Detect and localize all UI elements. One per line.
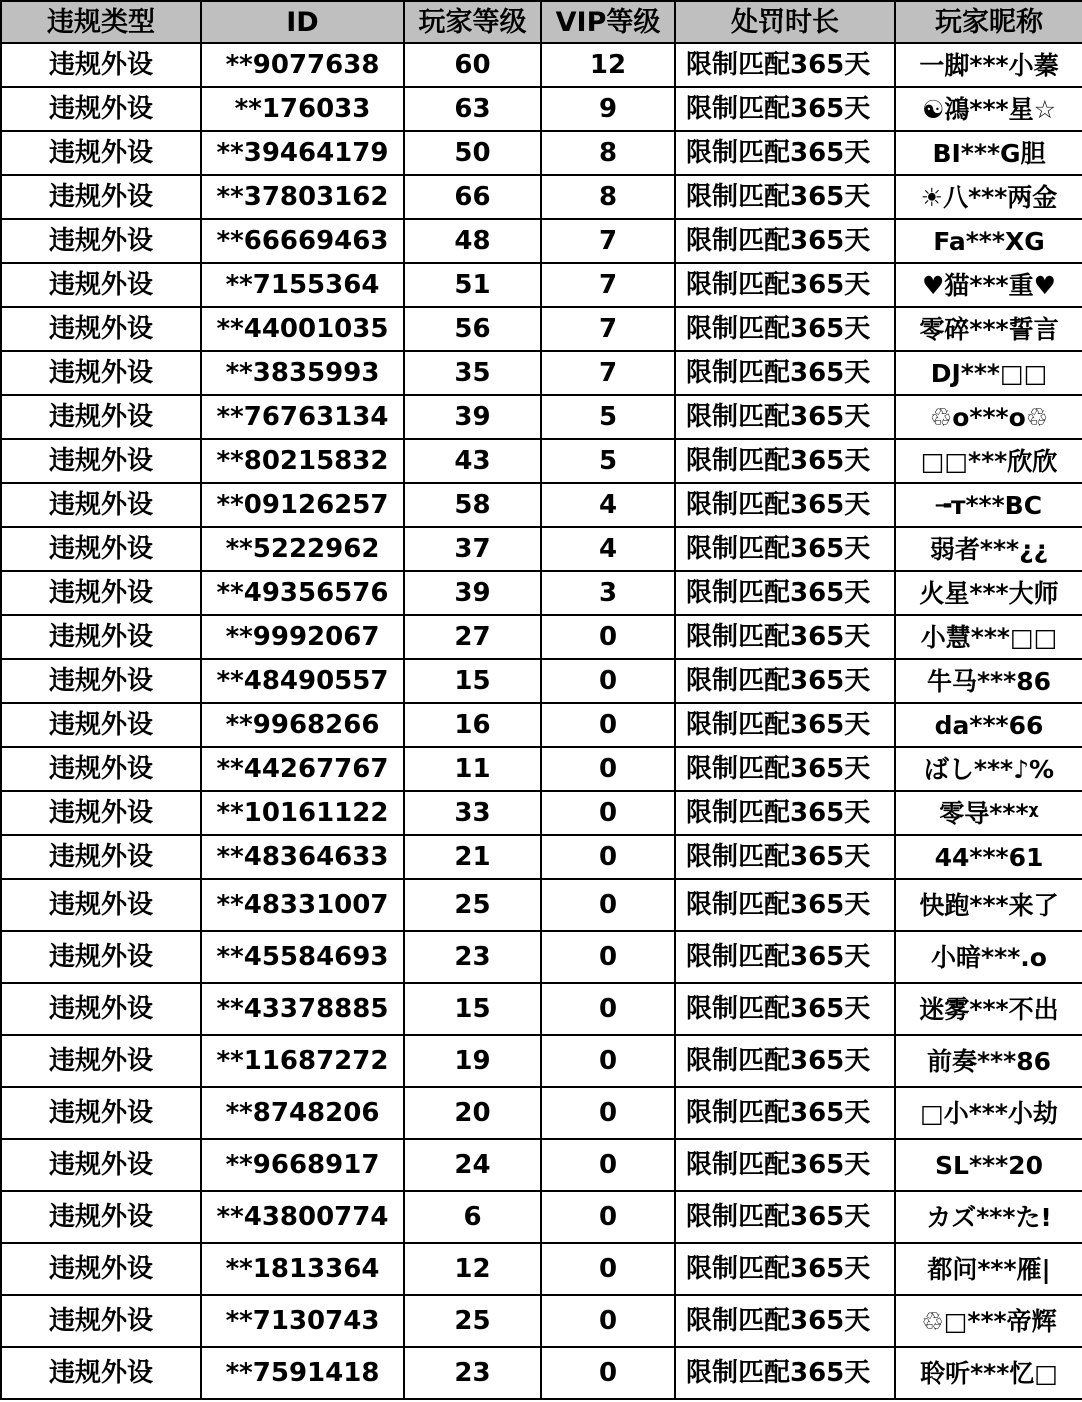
player-id-cell: **48331007 [201, 879, 404, 931]
player-level-cell: 23 [404, 931, 541, 983]
player-id-cell: **9077638 [201, 43, 404, 87]
player-id-cell: **66669463 [201, 219, 404, 263]
player-id-cell: **43800774 [201, 1191, 404, 1243]
player-nickname-cell: 小慧***□□ [895, 615, 1082, 659]
player-level-cell: 33 [404, 791, 541, 835]
player-id-cell: **49356576 [201, 571, 404, 615]
player-nickname-cell: da***66 [895, 703, 1082, 747]
player-nickname-cell: □小***小劫 [895, 1087, 1082, 1139]
player-id-cell: **43378885 [201, 983, 404, 1035]
player-nickname-cell: 快跑***来了 [895, 879, 1082, 931]
vip-level-cell: 4 [541, 483, 675, 527]
player-level-cell: 23 [404, 1347, 541, 1399]
player-level-cell: 39 [404, 395, 541, 439]
vip-level-cell: 0 [541, 1347, 675, 1399]
table-row [1, 263, 1082, 307]
penalty-duration-cell: 限制匹配365天 [675, 131, 895, 175]
violation-type-cell: 违规外设 [1, 703, 201, 747]
player-level-cell: 15 [404, 983, 541, 1035]
penalty-duration-cell: 限制匹配365天 [675, 659, 895, 703]
player-nickname-cell: 44***61 [895, 835, 1082, 879]
player-nickname-cell: ╼т***BC [895, 483, 1082, 527]
penalty-duration-cell: 限制匹配365天 [675, 1347, 895, 1399]
player-nickname-cell: ♥猫***重♥ [895, 263, 1082, 307]
header-id: ID [201, 1, 404, 43]
table-row [1, 527, 1082, 571]
table-row [1, 835, 1082, 879]
player-level-cell: 51 [404, 263, 541, 307]
violation-type-cell: 违规外设 [1, 483, 201, 527]
violation-type-cell: 违规外设 [1, 983, 201, 1035]
player-level-cell: 58 [404, 483, 541, 527]
player-level-cell: 43 [404, 439, 541, 483]
player-id-cell: **45584693 [201, 931, 404, 983]
violation-type-cell: 违规外设 [1, 615, 201, 659]
penalty-duration-cell: 限制匹配365天 [675, 43, 895, 87]
vip-level-cell: 0 [541, 1295, 675, 1347]
penalty-duration-cell: 限制匹配365天 [675, 175, 895, 219]
penalty-duration-cell: 限制匹配365天 [675, 983, 895, 1035]
player-level-cell: 12 [404, 1243, 541, 1295]
header-player-level: 玩家等级 [404, 1, 541, 43]
violation-type-cell: 违规外设 [1, 351, 201, 395]
vip-level-cell: 5 [541, 395, 675, 439]
player-level-cell: 37 [404, 527, 541, 571]
table-row [1, 983, 1082, 1035]
player-nickname-cell: 弱者***¿¿ [895, 527, 1082, 571]
violation-type-cell: 违规外设 [1, 87, 201, 131]
table-row [1, 615, 1082, 659]
player-nickname-cell: カズ***た! [895, 1191, 1082, 1243]
player-nickname-cell: ☯鴻***星☆ [895, 87, 1082, 131]
table-row [1, 483, 1082, 527]
player-level-cell: 16 [404, 703, 541, 747]
penalty-duration-cell: 限制匹配365天 [675, 747, 895, 791]
penalty-duration-cell: 限制匹配365天 [675, 439, 895, 483]
penalty-duration-cell: 限制匹配365天 [675, 307, 895, 351]
header-player-nickname: 玩家昵称 [895, 1, 1082, 43]
violation-type-cell: 违规外设 [1, 879, 201, 931]
player-level-cell: 50 [404, 131, 541, 175]
table-body [1, 43, 1082, 1399]
violation-type-cell: 违规外设 [1, 1035, 201, 1087]
vip-level-cell: 4 [541, 527, 675, 571]
table-row [1, 1295, 1082, 1347]
vip-level-cell: 0 [541, 983, 675, 1035]
player-id-cell: **80215832 [201, 439, 404, 483]
table-row [1, 747, 1082, 791]
player-id-cell: **8748206 [201, 1087, 404, 1139]
player-id-cell: **39464179 [201, 131, 404, 175]
player-nickname-cell: 前奏***86 [895, 1035, 1082, 1087]
table-row [1, 87, 1082, 131]
vip-level-cell: 3 [541, 571, 675, 615]
player-level-cell: 35 [404, 351, 541, 395]
table-row [1, 395, 1082, 439]
player-level-cell: 6 [404, 1191, 541, 1243]
penalty-duration-cell: 限制匹配365天 [675, 1087, 895, 1139]
table-row [1, 219, 1082, 263]
violation-type-cell: 违规外设 [1, 659, 201, 703]
vip-level-cell: 0 [541, 659, 675, 703]
table-row [1, 43, 1082, 87]
player-nickname-cell: 牛马***86 [895, 659, 1082, 703]
header-penalty-duration: 处罚时长 [675, 1, 895, 43]
violation-type-cell: 违规外设 [1, 1243, 201, 1295]
player-id-cell: **176033 [201, 87, 404, 131]
player-level-cell: 25 [404, 1295, 541, 1347]
violation-type-cell: 违规外设 [1, 1139, 201, 1191]
player-nickname-cell: 迷雾***不出 [895, 983, 1082, 1035]
header-vip-level: VIP等级 [541, 1, 675, 43]
player-nickname-cell: 零导***ᵡ [895, 791, 1082, 835]
player-nickname-cell: SL***20 [895, 1139, 1082, 1191]
penalty-duration-cell: 限制匹配365天 [675, 1243, 895, 1295]
player-nickname-cell: ☀八***两金 [895, 175, 1082, 219]
vip-level-cell: 0 [541, 747, 675, 791]
penalty-duration-cell: 限制匹配365天 [675, 1035, 895, 1087]
violation-type-cell: 违规外设 [1, 131, 201, 175]
player-id-cell: **11687272 [201, 1035, 404, 1087]
player-level-cell: 56 [404, 307, 541, 351]
player-id-cell: **5222962 [201, 527, 404, 571]
penalty-duration-cell: 限制匹配365天 [675, 791, 895, 835]
table-row [1, 1347, 1082, 1399]
table-row [1, 175, 1082, 219]
player-level-cell: 66 [404, 175, 541, 219]
table-row [1, 307, 1082, 351]
player-level-cell: 60 [404, 43, 541, 87]
player-nickname-cell: 火星***大师 [895, 571, 1082, 615]
penalty-duration-cell: 限制匹配365天 [675, 395, 895, 439]
player-level-cell: 25 [404, 879, 541, 931]
vip-level-cell: 0 [541, 1191, 675, 1243]
penalty-duration-cell: 限制匹配365天 [675, 615, 895, 659]
player-id-cell: **48490557 [201, 659, 404, 703]
player-id-cell: **44267767 [201, 747, 404, 791]
violation-type-cell: 违规外设 [1, 219, 201, 263]
player-nickname-cell: □□***欣欣 [895, 439, 1082, 483]
player-id-cell: **1813364 [201, 1243, 404, 1295]
player-nickname-cell: 都问***雁| [895, 1243, 1082, 1295]
table-row [1, 1087, 1082, 1139]
table-row [1, 1139, 1082, 1191]
table-row [1, 931, 1082, 983]
player-id-cell: **9668917 [201, 1139, 404, 1191]
player-level-cell: 27 [404, 615, 541, 659]
player-nickname-cell: ばし***♪% [895, 747, 1082, 791]
vip-level-cell: 8 [541, 131, 675, 175]
vip-level-cell: 0 [541, 1087, 675, 1139]
player-nickname-cell: 聆听***忆□ [895, 1347, 1082, 1399]
violation-type-cell: 违规外设 [1, 395, 201, 439]
penalty-duration-cell: 限制匹配365天 [675, 1191, 895, 1243]
penalty-duration-cell: 限制匹配365天 [675, 1139, 895, 1191]
penalty-duration-cell: 限制匹配365天 [675, 571, 895, 615]
vip-level-cell: 0 [541, 791, 675, 835]
table-row [1, 1243, 1082, 1295]
player-level-cell: 15 [404, 659, 541, 703]
player-id-cell: **7591418 [201, 1347, 404, 1399]
vip-level-cell: 8 [541, 175, 675, 219]
vip-level-cell: 7 [541, 219, 675, 263]
table-row [1, 351, 1082, 395]
penalty-duration-cell: 限制匹配365天 [675, 527, 895, 571]
penalty-duration-cell: 限制匹配365天 [675, 87, 895, 131]
penalty-duration-cell: 限制匹配365天 [675, 219, 895, 263]
vip-level-cell: 5 [541, 439, 675, 483]
penalty-duration-cell: 限制匹配365天 [675, 703, 895, 747]
violation-type-cell: 违规外设 [1, 931, 201, 983]
player-nickname-cell: 小暗***.o [895, 931, 1082, 983]
player-id-cell: **3835993 [201, 351, 404, 395]
vip-level-cell: 7 [541, 351, 675, 395]
table-row [1, 131, 1082, 175]
player-level-cell: 39 [404, 571, 541, 615]
penalty-duration-cell: 限制匹配365天 [675, 1295, 895, 1347]
header-violation-type: 违规类型 [1, 1, 201, 43]
player-level-cell: 20 [404, 1087, 541, 1139]
vip-level-cell: 0 [541, 1243, 675, 1295]
player-level-cell: 48 [404, 219, 541, 263]
violation-type-cell: 违规外设 [1, 1347, 201, 1399]
player-nickname-cell: ♲□***帝辉 [895, 1295, 1082, 1347]
vip-level-cell: 0 [541, 879, 675, 931]
player-id-cell: **7130743 [201, 1295, 404, 1347]
player-nickname-cell: 一脚***小蓁 [895, 43, 1082, 87]
penalty-duration-cell: 限制匹配365天 [675, 931, 895, 983]
vip-level-cell: 0 [541, 1035, 675, 1087]
violation-type-cell: 违规外设 [1, 571, 201, 615]
violation-type-cell: 违规外设 [1, 439, 201, 483]
violation-type-cell: 违规外设 [1, 791, 201, 835]
player-nickname-cell: BI***G胆 [895, 131, 1082, 175]
vip-level-cell: 0 [541, 1139, 675, 1191]
violation-type-cell: 违规外设 [1, 43, 201, 87]
table-row [1, 1191, 1082, 1243]
vip-level-cell: 0 [541, 703, 675, 747]
vip-level-cell: 0 [541, 835, 675, 879]
player-level-cell: 24 [404, 1139, 541, 1191]
penalty-duration-cell: 限制匹配365天 [675, 879, 895, 931]
table-header-row [1, 1, 1082, 43]
player-id-cell: **09126257 [201, 483, 404, 527]
vip-level-cell: 12 [541, 43, 675, 87]
player-nickname-cell: DJ***□□ [895, 351, 1082, 395]
violation-type-cell: 违规外设 [1, 1087, 201, 1139]
vip-level-cell: 0 [541, 615, 675, 659]
violation-type-cell: 违规外设 [1, 835, 201, 879]
player-id-cell: **10161122 [201, 791, 404, 835]
table-row [1, 439, 1082, 483]
violation-type-cell: 违规外设 [1, 1191, 201, 1243]
player-id-cell: **9968266 [201, 703, 404, 747]
violation-type-cell: 违规外设 [1, 1295, 201, 1347]
violation-type-cell: 违规外设 [1, 175, 201, 219]
player-id-cell: **44001035 [201, 307, 404, 351]
penalty-duration-cell: 限制匹配365天 [675, 263, 895, 307]
player-level-cell: 63 [404, 87, 541, 131]
table-row [1, 1035, 1082, 1087]
violation-type-cell: 违规外设 [1, 263, 201, 307]
table-row [1, 879, 1082, 931]
player-id-cell: **48364633 [201, 835, 404, 879]
vip-level-cell: 7 [541, 307, 675, 351]
player-nickname-cell: ♲o***o♲ [895, 395, 1082, 439]
player-id-cell: **7155364 [201, 263, 404, 307]
vip-level-cell: 7 [541, 263, 675, 307]
player-nickname-cell: Fa***XG [895, 219, 1082, 263]
vip-level-cell: 0 [541, 931, 675, 983]
table-row [1, 703, 1082, 747]
penalty-duration-cell: 限制匹配365天 [675, 351, 895, 395]
table-row [1, 791, 1082, 835]
penalty-duration-cell: 限制匹配365天 [675, 483, 895, 527]
penalty-duration-cell: 限制匹配365天 [675, 835, 895, 879]
player-level-cell: 21 [404, 835, 541, 879]
violation-type-cell: 违规外设 [1, 747, 201, 791]
violation-type-cell: 违规外设 [1, 527, 201, 571]
player-id-cell: **37803162 [201, 175, 404, 219]
table-row [1, 659, 1082, 703]
player-level-cell: 11 [404, 747, 541, 791]
vip-level-cell: 9 [541, 87, 675, 131]
violation-type-cell: 违规外设 [1, 307, 201, 351]
player-level-cell: 19 [404, 1035, 541, 1087]
player-id-cell: **76763134 [201, 395, 404, 439]
player-nickname-cell: 零碎***誓言 [895, 307, 1082, 351]
table-row [1, 571, 1082, 615]
player-id-cell: **9992067 [201, 615, 404, 659]
